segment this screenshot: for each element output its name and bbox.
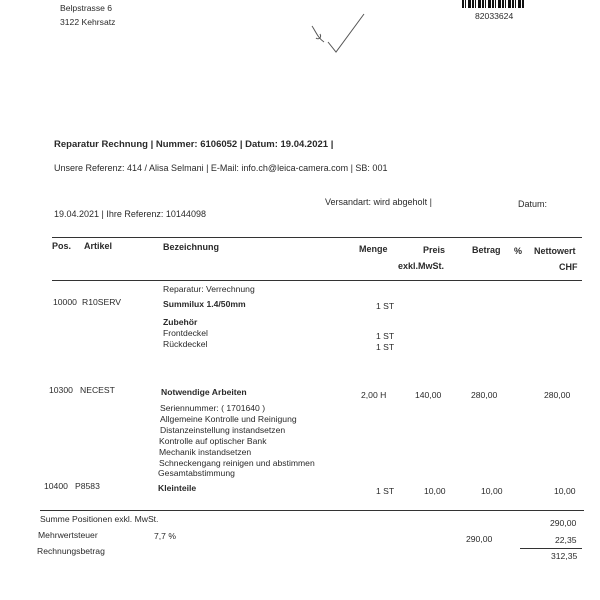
- vat-base: 290,00: [466, 534, 493, 544]
- group2-name: Notwendige Arbeiten: [161, 387, 247, 397]
- reference-line: Unsere Referenz: 414 / Alisa Selmani | E-Mail: info.ch@leica-camera.com | SB: 001: [54, 163, 388, 173]
- handwritten-checkmark: [306, 8, 372, 56]
- col-header-artikel: Artikel: [84, 241, 113, 251]
- group1-item-name: Frontdeckel: [163, 328, 208, 338]
- address-street: Belpstrasse 6: [60, 3, 113, 13]
- table-header-rule: [52, 280, 582, 281]
- group3-name: Kleinteile: [158, 483, 197, 493]
- total-label: Rechnungsbetrag: [37, 546, 105, 556]
- group2-netto: 280,00: [544, 390, 571, 400]
- vat-label: Mehrwertsteuer: [38, 530, 98, 540]
- col-header-preis-sub: exkl.MwSt.: [398, 261, 445, 271]
- detail-line: Mechanik instandsetzen: [159, 447, 252, 457]
- group2-pos: 10300: [49, 385, 73, 395]
- col-header-betrag: Betrag: [472, 245, 501, 255]
- col-header-chf: CHF: [559, 262, 578, 272]
- vat-value: 22,35: [555, 535, 577, 545]
- group2-artikel: NECEST: [80, 385, 115, 395]
- group3-netto: 10,00: [554, 486, 576, 496]
- detail-line: Seriennummer: ( 1701640 ): [160, 403, 266, 413]
- group3-qty: 1 ST: [376, 486, 395, 496]
- barcode-number: 82033624: [475, 11, 514, 21]
- group2-preis: 140,00: [415, 390, 442, 400]
- group1-item-qty: 1 ST: [376, 331, 395, 341]
- group1-zubehoer: Zubehör: [163, 317, 198, 327]
- group3-betrag: 10,00: [481, 486, 503, 496]
- detail-line: Gesamtabstimmung: [158, 468, 235, 478]
- col-header-nettowert: Nettowert: [534, 246, 576, 256]
- totals-rule: [40, 510, 584, 511]
- col-header-menge: Menge: [359, 244, 388, 254]
- group1-pos: 10000: [53, 297, 77, 307]
- col-header-bezeichnung: Bezeichnung: [163, 242, 220, 252]
- total-rule: [520, 548, 582, 549]
- col-header-pos: Pos.: [52, 241, 72, 251]
- total-value: 312,35: [551, 551, 578, 561]
- datum-label: Datum:: [518, 199, 548, 209]
- sum-label: Summe Positionen exkl. MwSt.: [40, 514, 159, 524]
- group2-betrag: 280,00: [471, 390, 498, 400]
- detail-line: Distanzeinstellung instandsetzen: [160, 425, 286, 435]
- group1-qty: 1 ST: [376, 301, 395, 311]
- group3-pos: 10400: [44, 481, 68, 491]
- detail-line: Kontrolle auf optischer Bank: [159, 436, 267, 446]
- shipping-method: Versandart: wird abgeholt |: [325, 197, 432, 207]
- group1-item-name: Rückdeckel: [163, 339, 208, 349]
- col-header-preis: Preis: [423, 245, 446, 255]
- col-header-percent: %: [514, 246, 523, 256]
- barcode: [462, 0, 524, 8]
- group3-preis: 10,00: [424, 486, 446, 496]
- detail-line: Schneckengang reinigen und abstimmen: [159, 458, 315, 468]
- table-top-rule: [52, 237, 582, 238]
- your-reference: 19.04.2021 | Ihre Referenz: 10144098: [54, 209, 206, 219]
- detail-line: Allgemeine Kontrolle und Reinigung: [160, 414, 297, 424]
- group2-qty: 2,00 H: [361, 390, 387, 400]
- vat-rate: 7,7 %: [154, 531, 176, 541]
- group1-artikel: R10SERV: [82, 297, 122, 307]
- group1-intro: Reparatur: Verrechnung: [163, 284, 255, 294]
- group1-item-qty: 1 ST: [376, 342, 395, 352]
- group1-name: Summilux 1.4/50mm: [163, 299, 246, 309]
- address-city: 3122 Kehrsatz: [60, 17, 116, 27]
- invoice-title: Reparatur Rechnung | Nummer: 6106052 | Datum: 19.04.2021 |: [54, 139, 334, 150]
- group3-artikel: P8583: [75, 481, 100, 491]
- sum-value: 290,00: [550, 518, 577, 528]
